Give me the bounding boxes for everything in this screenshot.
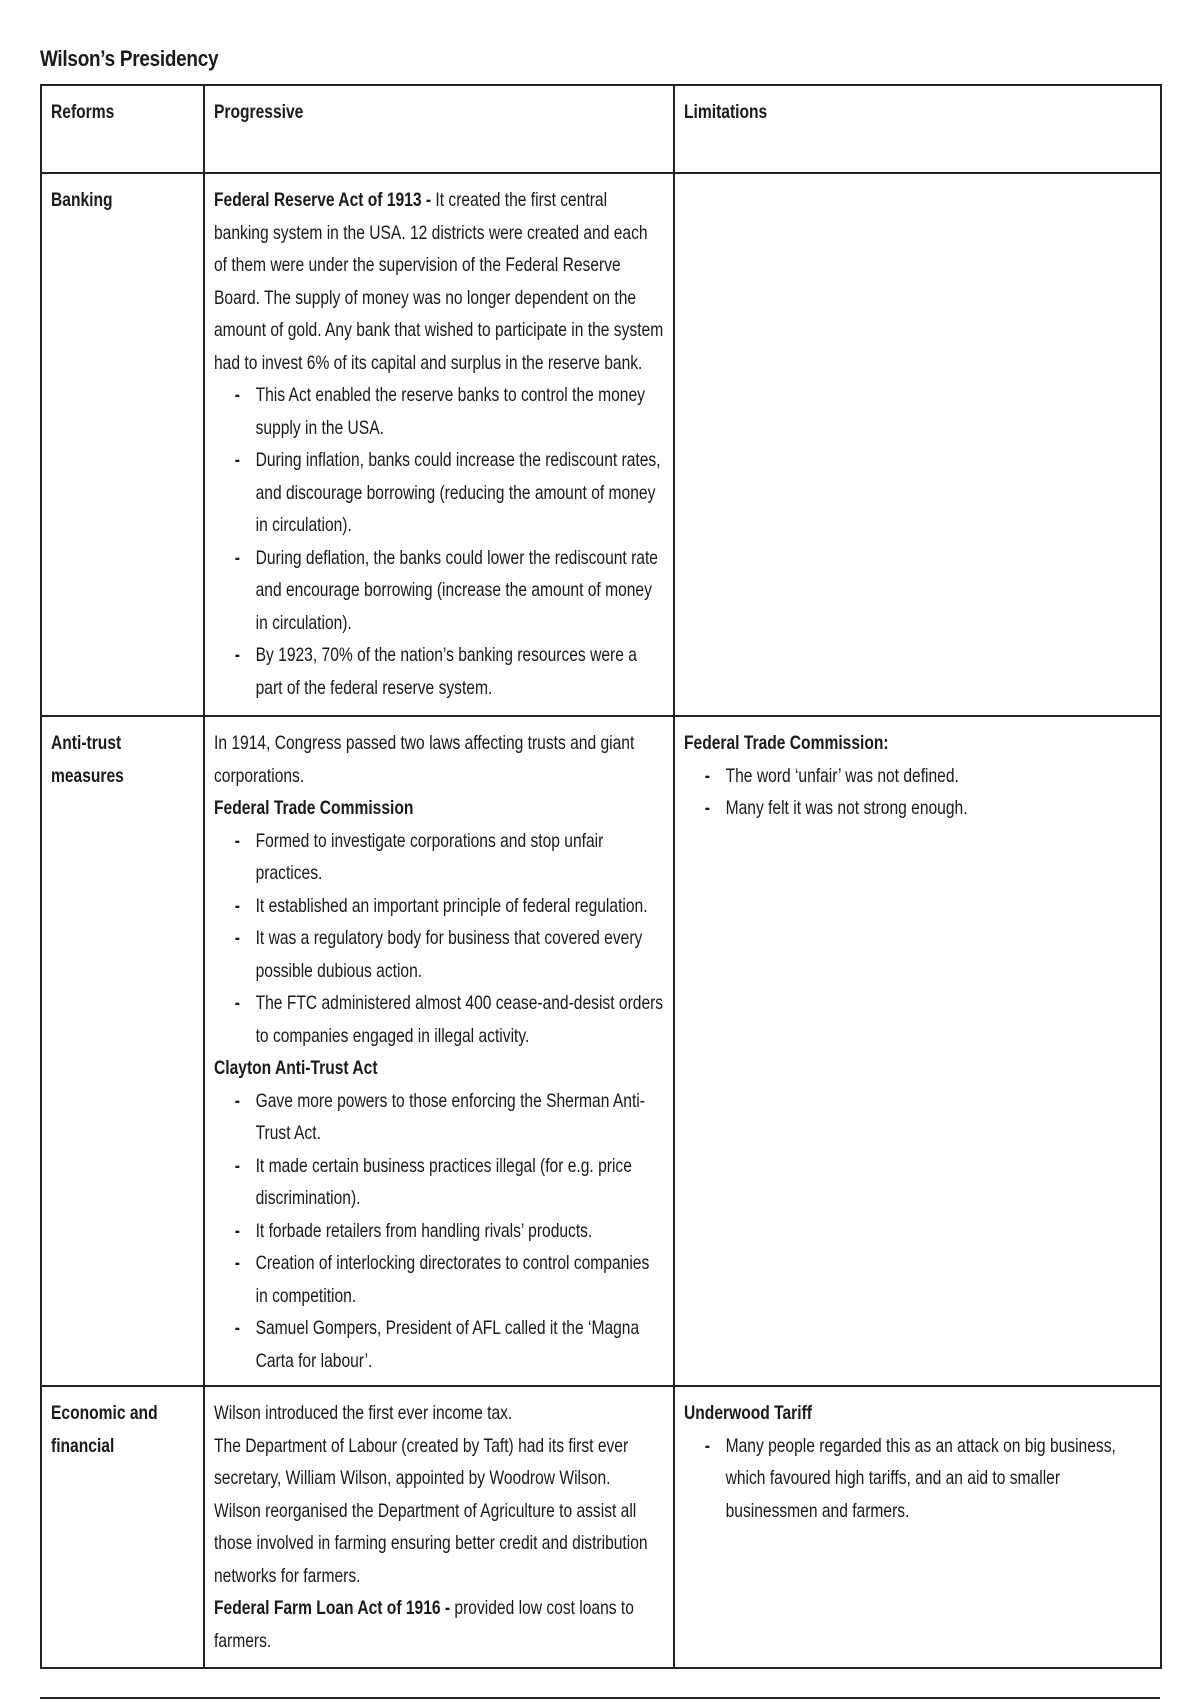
farm-loan-text: provided low cost loans to farmers.	[214, 1597, 634, 1652]
table-row-banking	[41, 173, 1161, 716]
list-item: - Creation of interlocking directorates to control companies in competition.	[256, 1247, 664, 1312]
clayton-heading: Clayton Anti-Trust Act	[214, 1057, 378, 1079]
anti-trust-limitations-cell	[674, 716, 1161, 1386]
list-item: - The word ‘unfair’ was not defined.	[726, 760, 1151, 793]
header-progressive-cell	[204, 85, 674, 173]
table-header-row	[41, 85, 1161, 173]
page-title: Wilson’s Presidency	[40, 46, 219, 71]
list-item: - During deflation, the banks could lower the rediscount rate and encourage borrowing (increase the amount of money in circulation).	[256, 542, 664, 640]
list-item: - Many people regarded this as an attack on big business, which favoured high tariffs, and an aid to smaller businessmen and farmers.	[726, 1430, 1151, 1528]
economic-progressive-cell	[204, 1386, 674, 1668]
list-item: - It established an important principle of federal regulation.	[256, 890, 664, 923]
table-row-economic	[41, 1386, 1161, 1668]
row-label-cell	[41, 1386, 204, 1668]
row-label-economic: Economic and financial	[51, 1402, 158, 1457]
ftc-bullets	[214, 825, 664, 1053]
department-of-agriculture-line: Wilson reorganised the Department of Agriculture to assist all those involved in farming ensuring better credit and distribution networks for farmers.	[214, 1499, 648, 1587]
ftc-limitations-bullets	[684, 760, 1151, 825]
header-limitations: Limitations	[684, 101, 768, 123]
clayton-bullets	[214, 1085, 664, 1378]
economic-limitations-cell	[674, 1386, 1161, 1668]
row-label-anti-trust: Anti-trust measures	[51, 732, 124, 787]
anti-trust-progressive-cell	[204, 716, 674, 1386]
list-item: - During inflation, banks could increase the rediscount rates, and discourage borrowing (reducing the amount of money in circulation).	[256, 444, 664, 542]
header-reforms: Reforms	[51, 101, 115, 123]
list-item: - It forbade retailers from handling rivals’ products.	[256, 1215, 664, 1248]
list-item: - Formed to investigate corporations and stop unfair practices.	[256, 825, 664, 890]
ftc-limitations-heading: Federal Trade Commission:	[684, 732, 889, 754]
federal-reserve-heading: Federal Reserve Act of 1913 -	[214, 189, 432, 211]
farm-loan-paragraph	[214, 1592, 664, 1657]
row-label-cell	[41, 173, 204, 716]
list-item: - Gave more powers to those enforcing the Sherman Anti-Trust Act.	[256, 1085, 664, 1150]
underwood-tariff-heading: Underwood Tariff	[684, 1402, 812, 1424]
header-progressive: Progressive	[214, 101, 304, 123]
list-item: - By 1923, 70% of the nation’s banking resources were a part of the federal reserve system.	[256, 639, 664, 704]
header-reforms-cell	[41, 85, 204, 173]
banking-progressive-cell	[204, 173, 674, 716]
reforms-table	[40, 84, 1162, 1669]
header-limitations-cell	[674, 85, 1161, 173]
income-tax-line: Wilson introduced the first ever income tax.	[214, 1402, 513, 1424]
department-of-labour-line: The Department of Labour (created by Taft) had its first ever secretary, William Wilson, appointed by Woodrow Wilson.	[214, 1434, 629, 1489]
list-item: - Many felt it was not strong enough.	[726, 792, 1151, 825]
federal-reserve-intro: It created the first central banking system in the USA. 12 districts were created and each of them were under the supervision of the Federal Reserve Board. The supply of money was no longer dependent on the amount of gold. Any bank that wished to participate in the system had to invest 6% of its capital and surplus in the reserve bank.	[214, 189, 664, 374]
list-item: - The FTC administered almost 400 cease-and-desist orders to companies engaged in illegal activity.	[256, 987, 664, 1052]
banking-limitations-cell	[674, 173, 1161, 716]
page-bottom-rule	[40, 1697, 1160, 1699]
list-item: - It made certain business practices illegal (for e.g. price discrimination).	[256, 1150, 664, 1215]
federal-reserve-paragraph	[214, 184, 664, 379]
anti-trust-intro: In 1914, Congress passed two laws affecting trusts and giant corporations.	[214, 732, 635, 787]
federal-reserve-bullets	[214, 379, 664, 704]
row-label-cell	[41, 716, 204, 1386]
list-item: - This Act enabled the reserve banks to control the money supply in the USA.	[256, 379, 664, 444]
row-label-banking: Banking	[51, 189, 113, 211]
underwood-tariff-bullets	[684, 1430, 1151, 1528]
list-item: - It was a regulatory body for business that covered every possible dubious action.	[256, 922, 664, 987]
table-row-anti-trust	[41, 716, 1161, 1386]
ftc-heading: Federal Trade Commission	[214, 797, 414, 819]
farm-loan-heading: Federal Farm Loan Act of 1916 -	[214, 1597, 451, 1619]
list-item: - Samuel Gompers, President of AFL called it the ‘Magna Carta for labour’.	[256, 1312, 664, 1377]
